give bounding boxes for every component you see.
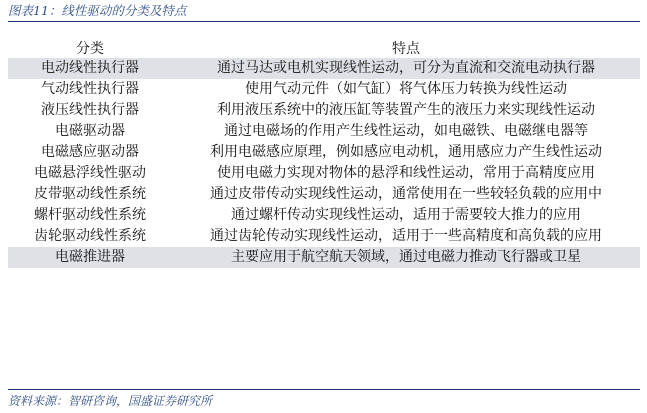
feature-cell: 通过电磁场的作用产生线性运动，如电磁铁、电磁继电器等 [224, 123, 588, 139]
category-cell: 皮带驱动线性系统 [34, 186, 146, 202]
feature-cell: 利用液压系统中的液压缸等装置产生的液压力来实现线性运动 [217, 102, 595, 118]
feature-cell: 通过螺杆传动实现线性运动，适用于需要较大推力的应用 [231, 207, 581, 223]
table-row [8, 79, 640, 100]
category-cell: 电动线性执行器 [8, 58, 172, 79]
table-row [8, 226, 640, 247]
category-cell: 气动线性执行器 [41, 81, 139, 97]
category-cell: 电磁驱动器 [55, 123, 125, 139]
table-row [8, 205, 640, 226]
table-row [8, 247, 640, 268]
table-caption: 图表11：线性驱动的分类及特点 [8, 3, 187, 18]
feature-cell: 使用气动元件（如气缸）将气体压力转换为线性运动 [245, 81, 567, 97]
category-cell: 齿轮驱动线性系统 [34, 228, 146, 244]
feature-cell: 主要应用于航空航天领域，通过电磁力推动飞行器或卫星 [172, 247, 640, 268]
feature-cell: 通过皮带传动实现线性运动，通常使用在一些较轻负载的应用中 [210, 186, 602, 202]
table-row [8, 58, 640, 79]
table-row [8, 184, 640, 205]
category-cell: 螺杆驱动线性系统 [34, 207, 146, 223]
header-category: 分类 [76, 41, 104, 57]
source-note: 资料来源：智研咨询，国盛证券研究所 [8, 394, 213, 408]
category-cell: 电磁悬浮线性驱动 [34, 165, 146, 181]
header-feature: 特点 [392, 41, 420, 57]
top-rule [8, 21, 640, 22]
feature-cell: 通过齿轮传动实现线性运动，适用于一些高精度和高负载的应用 [210, 228, 602, 244]
category-cell: 液压线性执行器 [41, 102, 139, 118]
category-cell: 电磁感应驱动器 [41, 144, 139, 160]
feature-cell: 通过马达或电机实现线性运动，可分为直流和交流电动执行器 [172, 58, 640, 79]
table-row [8, 163, 640, 184]
feature-cell: 使用电磁力实现对物体的悬浮和线性运动，常用于高精度应用 [217, 165, 595, 181]
bottom-rule [8, 389, 640, 390]
feature-cell: 利用电磁感应原理，例如感应电动机，通用感应力产生线性运动 [210, 144, 602, 160]
linear-drive-table [8, 38, 640, 268]
table-row [8, 121, 640, 142]
table-row [8, 100, 640, 121]
category-cell: 电磁推进器 [8, 247, 172, 268]
table-header-row [8, 38, 640, 58]
table-row [8, 142, 640, 163]
